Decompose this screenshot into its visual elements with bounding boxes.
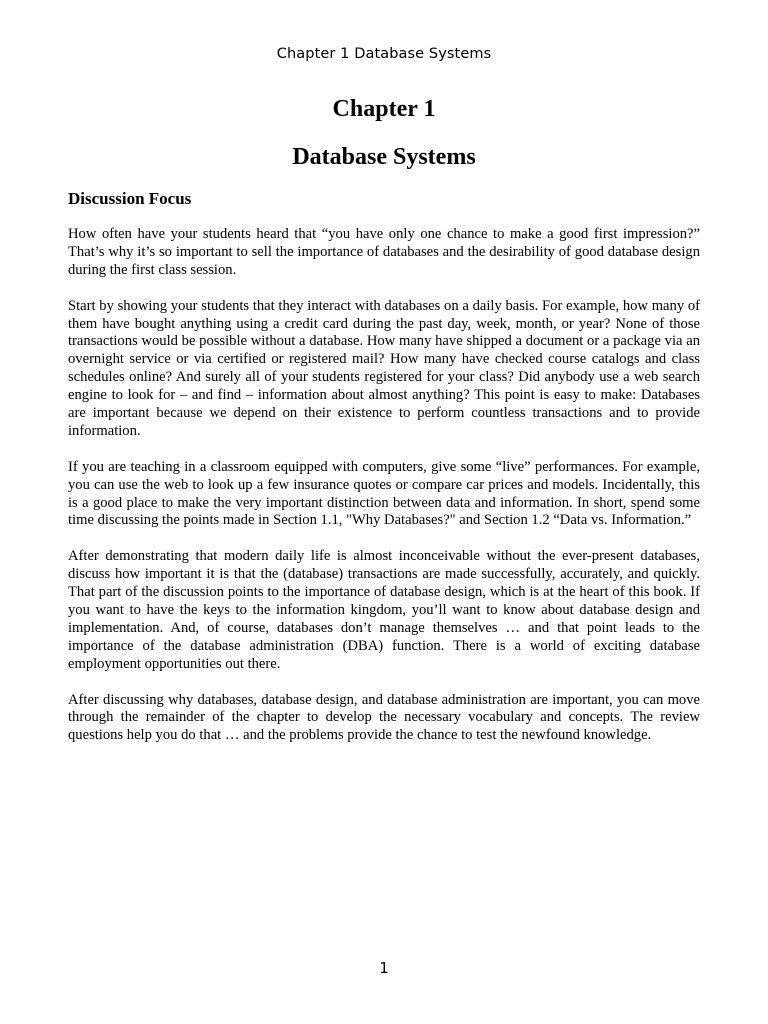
paragraph: Start by showing your students that they interact with databases on a daily basis. For example, how many of them have bought anything using a credit card during the past day, week, month, or year? None of those transactions would be possible without a database. How many have shipped a document or a package via an overnight service or via certified or registered mail? How many have checked course catalogs and class schedules online? And surely all of your students registered for your class? Did anybody use a web search engine to look for – and find – information about almost anything? This point is easy to make: Databases are important because we depend on their existence to perform countless transactions and to provide information. (68, 297, 700, 439)
paragraph: If you are teaching in a classroom equipped with computers, give some “live” performances. For example, you can use the web to look up a few insurance quotes or compare car prices and models. Incidentally, this is a good place to make the very important distinction between data and information. In short, spend some time discussing the points made in Section 1.1, "Why Databases?" and Section 1.2 “Data vs. Information.” (68, 458, 700, 529)
chapter-name-title: Database Systems (292, 144, 476, 170)
section-body (68, 226, 700, 763)
chapter-number-title: Chapter 1 (332, 96, 436, 122)
running-header: Chapter 1 Database Systems (276, 46, 492, 62)
section-heading: Discussion Focus (68, 189, 192, 208)
paragraph: After demonstrating that modern daily life is almost inconceivable without the ever-present databases, discuss how important it is that the (database) transactions are made successfully, accurately, and quickly. That part of the discussion points to the importance of database design, which is at the heart of this book. If you want to have the keys to the information kingdom, you’ll want to know about database design and implementation. And, of course, databases don’t manage themselves … and that point leads to the importance of the database administration (DBA) function. There is a world of exciting database employment opportunities out there. (68, 548, 700, 672)
paragraph: How often have your students heard that “you have only one chance to make a good first impression?” That’s why it’s so important to sell the importance of databases and the desirability of good database design during the first class session. (68, 226, 700, 278)
page-number: 1 (379, 959, 389, 977)
paragraph: After discussing why databases, database design, and database administration are important, you can move through the remainder of the chapter to develop the necessary vocabulary and concepts. The review questions help you do that … and the problems provide the chance to test the newfound knowledge. (68, 691, 700, 744)
